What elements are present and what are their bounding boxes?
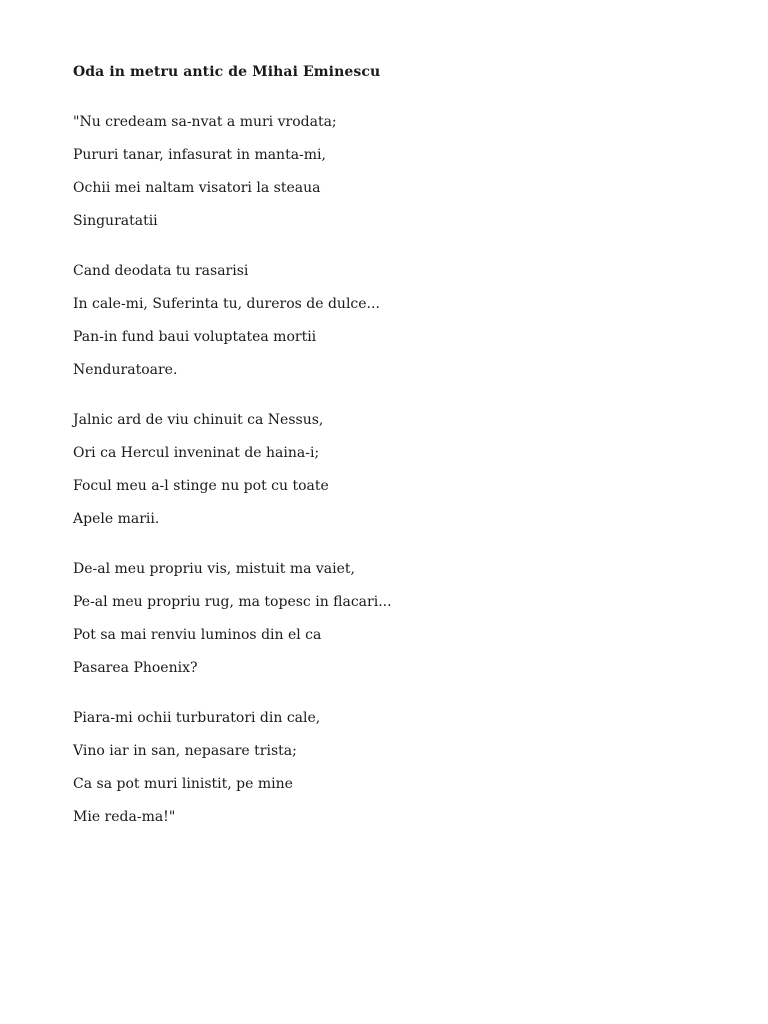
stanza-3-line-2: Ori ca Hercul inveninat de haina-i; (73, 445, 320, 461)
stanza-4-line-4: Pasarea Phoenix? (73, 660, 198, 676)
stanza-1-line-2: Pururi tanar, infasurat in manta-mi, (73, 147, 326, 163)
stanza-1-line-3: Ochii mei naltam visatori la steaua (73, 180, 321, 196)
stanza-5-line-2: Vino iar in san, nepasare trista; (73, 743, 297, 759)
stanza-3-line-3: Focul meu a-l stinge nu pot cu toate (73, 478, 329, 494)
stanza-2-line-1: Cand deodata tu rasarisi (73, 263, 249, 279)
stanza-5-line-3: Ca sa pot muri linistit, pe mine (73, 776, 293, 792)
stanza-3-line-1: Jalnic ard de viu chinuit ca Nessus, (73, 412, 324, 428)
stanza-4-line-2: Pe-al meu propriu rug, ma topesc in flacari... (73, 594, 392, 610)
stanza-2-line-2: In cale-mi, Suferinta tu, dureros de dulce... (73, 296, 380, 312)
stanza-1-line-1: "Nu credeam sa-nvat a muri vrodata; (73, 114, 337, 130)
stanza-4-line-3: Pot sa mai renviu luminos din el ca (73, 627, 322, 643)
stanza-5-line-1: Piara-mi ochii turburatori din cale, (73, 710, 321, 726)
stanza-4-line-1: De-al meu propriu vis, mistuit ma vaiet, (73, 561, 355, 577)
poem-title: Oda in metru antic de Mihai Eminescu (73, 64, 381, 80)
stanza-1-line-4: Singuratatii (73, 213, 158, 229)
stanza-2-line-3: Pan-in fund baui voluptatea mortii (73, 329, 317, 345)
stanza-2-line-4: Nenduratoare. (73, 362, 178, 378)
stanza-5-line-4: Mie reda-ma!" (73, 809, 176, 825)
stanza-3-line-4: Apele marii. (73, 511, 160, 527)
